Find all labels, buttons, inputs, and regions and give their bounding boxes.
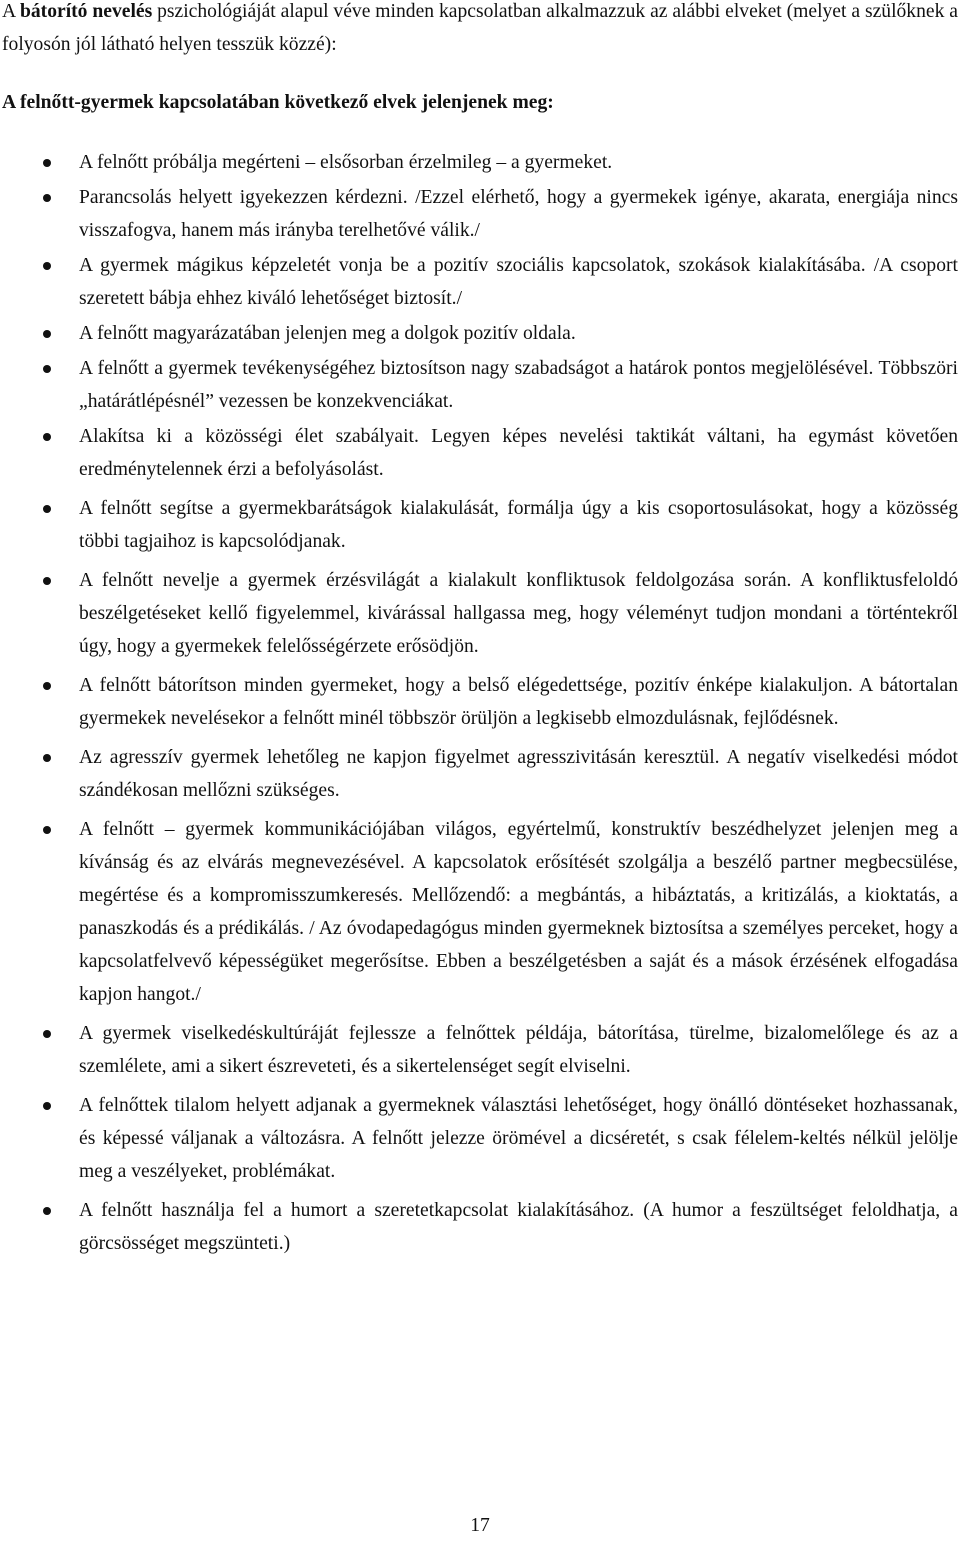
intro-paragraph <box>2 0 958 61</box>
principles-list <box>0 146 958 1266</box>
list-item: Az agresszív gyermek lehetőleg ne kapjon figyelmet agresszivitásán keresztül. A negatív viselkedési módot szándékosan mellőzni szükséges. <box>0 741 958 807</box>
list-item: A felnőtt – gyermek kommunikációjában világos, egyértelmű, konstruktív beszédhelyzet jelenjen meg a kívánság és az elvárás megnevezésével. A kapcsolatok erősítését szolgálja a beszélő partner megbecsülése, megértése és a kompromisszumkeresés. Mellőzendő: a megbántás, a hibáztatás, a kritizálás, a kioktatás, a panaszkodás és a prédikálás. / Az óvodapedagógus minden gyermeknek biztosítsa a személyes perceket, hogy a kapcsolatfelvevő képességüket megerősítse. Ebben a beszélgetésben a saját és a mások érzésének elfogadása kapjon hangot./ <box>0 813 958 1011</box>
list-item: A felnőtt a gyermek tevékenységéhez biztosítson nagy szabadságot a határok pontos megjelölésével. Többszöri „határátlépésnél” vezessen be konzekvenciákat. <box>0 352 958 418</box>
intro-emphasis: bátorító nevelés <box>19 1 153 22</box>
list-item: A felnőtt bátorítson minden gyermeket, hogy a belső elégedettsége, pozitív énképe kialakuljon. A bátortalan gyermekek nevelésekor a felnőtt minél többször örüljön a legkisebb elmozdulásnak, fejlődésnek. <box>0 669 958 735</box>
list-item: A gyermek viselkedéskultúráját fejlessze a felnőttek példája, bátorítása, türelme, bizalomelőlege és az a szemlélete, ami a sikert észreveteti, és a sikertelenséget segít elviselni. <box>0 1017 958 1083</box>
list-item: A felnőtt próbálja megérteni – elsősorban érzelmileg – a gyermeket. <box>0 146 958 179</box>
list-item: A felnőtt magyarázatában jelenjen meg a dolgok pozitív oldala. <box>0 317 958 350</box>
list-item: A felnőtt segítse a gyermekbarátságok kialakulását, formálja úgy a kis csoportosulásokat, hogy a közösség többi tagjaihoz is kapcsolódjanak. <box>0 492 958 558</box>
list-item: Parancsolás helyett igyekezzen kérdezni. /Ezzel elérhető, hogy a gyermekek igénye, akarata, energiája nincs visszafogva, hanem más irányba terelhetővé válik./ <box>0 181 958 247</box>
list-item: Alakítsa ki a közösségi élet szabályait. Legyen képes nevelési taktikát váltani, ha egymást követően eredménytelennek érzi a befolyásolást. <box>0 420 958 486</box>
section-heading: A felnőtt-gyermek kapcsolatában következő elvek jelenjenek meg: <box>2 92 554 113</box>
page-number: 17 <box>470 1515 490 1536</box>
list-item: A felnőtt használja fel a humort a szeretetkapcsolat kialakításához. (A humor a feszültséget feloldhatja, a görcsösséget megszünteti.) <box>0 1194 958 1260</box>
intro-prefix: A <box>2 1 20 22</box>
list-item: A felnőtt nevelje a gyermek érzésvilágát a kialakult konfliktusok feldolgozása során. A konfliktusfeloldó beszélgetéseket kellő figyelemmel, kivárással hallgassa meg, hogy véleményt tudjon mondani a történtekről úgy, hogy a gyermekek felelősségérzete erősödjön. <box>0 564 958 663</box>
intro-text: pszichológiáját alapul véve minden kapcsolatban alkalmazzuk az alábbi elveket (melyet a szülőknek a folyosón jól látható helyen tesszük közzé): <box>2 1 958 55</box>
list-item: A gyermek mágikus képzeletét vonja be a pozitív szociális kapcsolatok, szokások kialakításába. /A csoport szeretett bábja ehhez kiváló lehetőséget biztosít./ <box>0 249 958 315</box>
list-item: A felnőttek tilalom helyett adjanak a gyermeknek választási lehetőséget, hogy önálló döntéseket hozhassanak, és képessé váljanak a változásra. A felnőtt jelezze örömével a dicséretét, s csak félelem-keltés nélkül jelölje meg a veszélyeket, problémákat. <box>0 1089 958 1188</box>
